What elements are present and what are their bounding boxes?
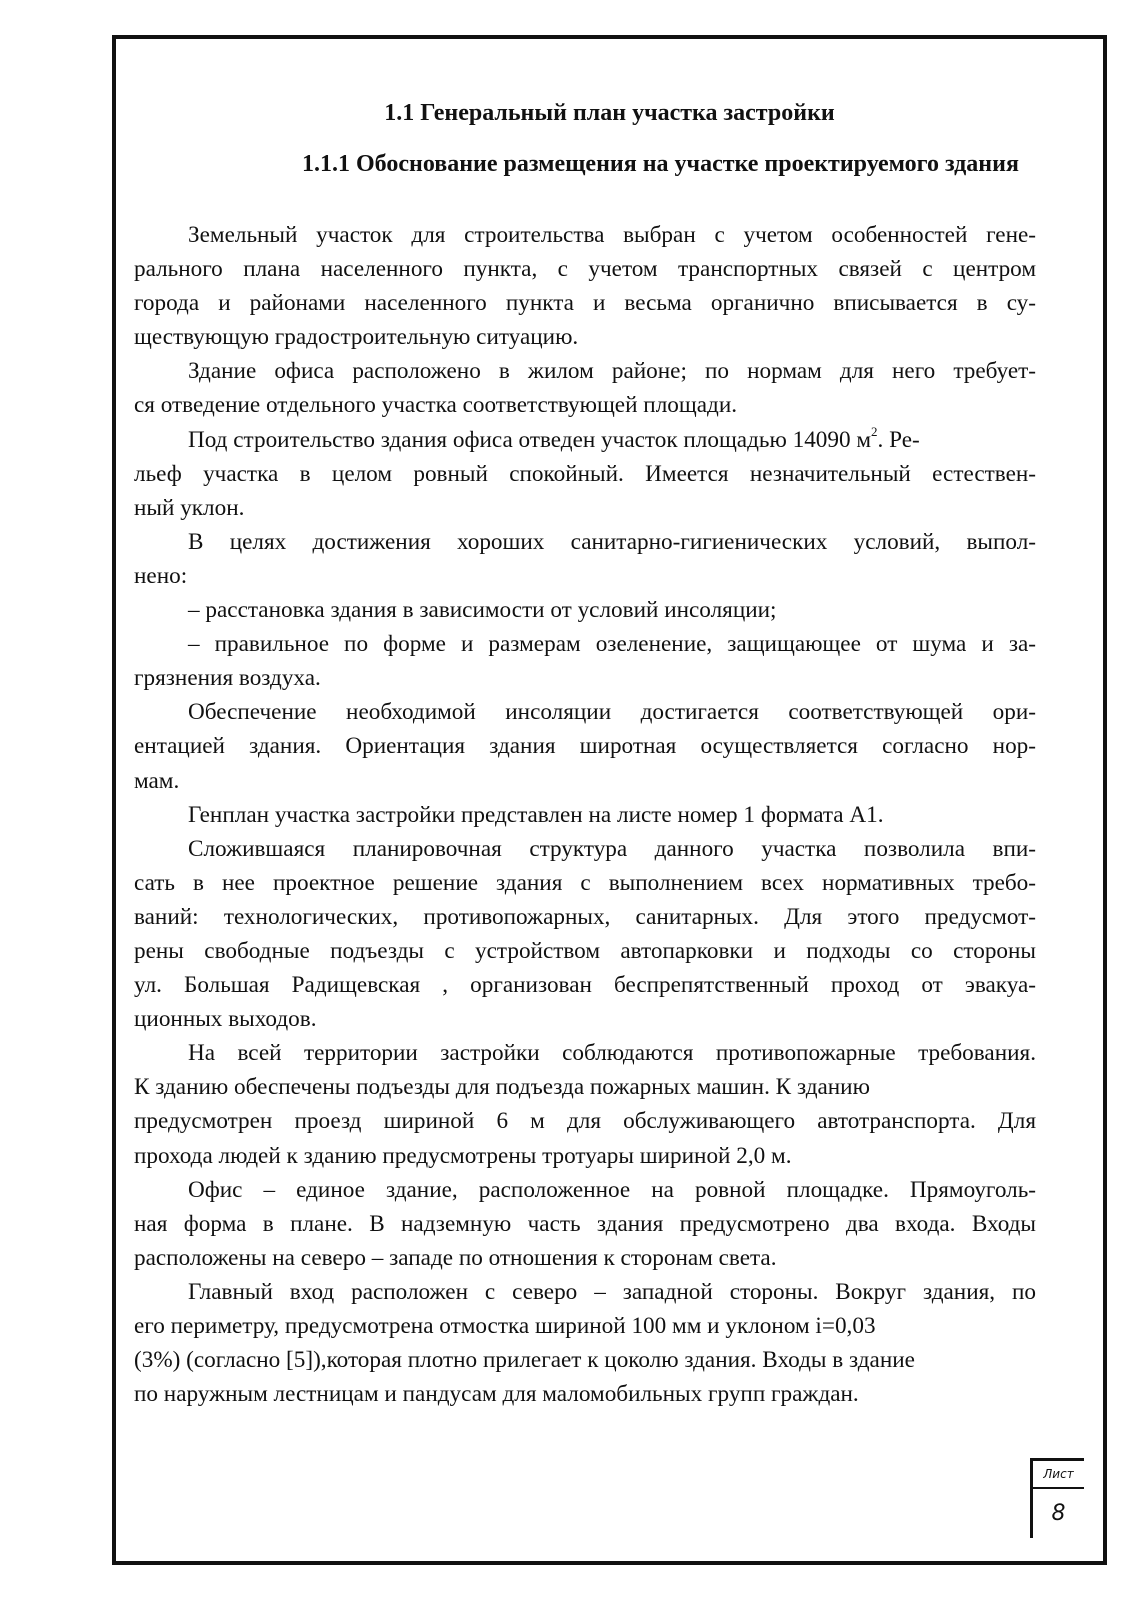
- text-line: [134, 661, 1036, 695]
- text-line: [134, 729, 1036, 763]
- superscript: 2: [871, 423, 878, 439]
- text-line: [134, 525, 1036, 559]
- line-text: Здание офиса расположено в жилом районе; по нормам для него требует-: [188, 358, 1036, 385]
- line-text: ная форма в плане. В надземную часть здания предусмотрено два входа. Входы: [134, 1210, 1036, 1237]
- line-text: сать в нее проектное решение здания с выполнением всех нормативных требо-: [134, 869, 1036, 896]
- line-text: по наружным лестницам и пандусам для маломобильных групп граждан.: [134, 1381, 859, 1408]
- text-line: [134, 1139, 1036, 1173]
- line-text: Генплан участка застройки представлен на листе номер 1 формата А1.: [188, 801, 884, 828]
- line-text: ществующую градостроительную ситуацию.: [134, 324, 579, 351]
- text-line: [134, 320, 1036, 354]
- text-line: [134, 934, 1036, 968]
- line-text: Сложившаяся планировочная структура данного участка позволила впи-: [188, 835, 1036, 862]
- text-line: [134, 218, 1036, 252]
- line-text: ваний: технологических, противопожарных, санитарных. Для этого предусмот-: [134, 903, 1036, 930]
- line-text: грязнения воздуха.: [134, 665, 321, 692]
- line-text: расположены на северо – западе по отношения к сторонам света.: [134, 1244, 777, 1271]
- text-line: [134, 286, 1036, 320]
- line-text: – расстановка здания в зависимости от условий инсоляции;: [188, 597, 777, 624]
- page-heading: 1.1 Генеральный план участка застройки: [384, 100, 835, 126]
- line-text: льеф участка в целом ровный спокойный. Имеется незначительный естествен-: [134, 460, 1036, 487]
- text-line: [134, 1309, 1036, 1343]
- line-text: Офис – единое здание, расположенное на ровной площадке. Прямоуголь-: [188, 1176, 1036, 1203]
- line-text: города и районами населенного пункта и весьма органично вписывается в су-: [134, 290, 1036, 317]
- text-line: [134, 832, 1036, 866]
- line-text: его периметру, предусмотрена отмостка шириной 100 мм и уклоном i=0,03: [134, 1313, 876, 1339]
- line-text: Главный вход расположен с северо – западной стороны. Вокруг здания, по: [188, 1278, 1036, 1305]
- line-text: рены свободные подъезды с устройством автопарковки и подходы со стороны: [134, 937, 1036, 964]
- line-text: Под строительство здания офиса отведен участок площадью 14090 м: [188, 426, 872, 453]
- page-subheading: [112, 151, 1107, 178]
- line-text: В целях достижения хороших санитарно-гигиенических условий, выпол-: [188, 528, 1036, 555]
- line-text: ентацией здания. Ориентация здания широтная осуществляется согласно нор-: [134, 733, 1036, 760]
- text-line: [134, 968, 1036, 1002]
- line-text: (3%) (согласно [5]),которая плотно прилегает к цоколю здания. Входы в здание: [134, 1347, 915, 1374]
- text-line: [134, 388, 1036, 422]
- text-line: [134, 900, 1036, 934]
- text-line: [134, 252, 1036, 286]
- line-text: предусмотрен проезд шириной 6 м для обслуживающего автотранспорта. Для: [134, 1108, 1036, 1135]
- line-text: нено:: [134, 562, 188, 589]
- body-text: [134, 218, 1036, 1411]
- line-text: прохода людей к зданию предусмотрены тротуары шириной 2,0 м.: [134, 1142, 792, 1169]
- text-line: [134, 1207, 1036, 1241]
- sheet-label: Лист: [1033, 1461, 1084, 1489]
- text-line: [134, 1275, 1036, 1309]
- line-text: К зданию обеспечены подъезды для подъезда пожарных машин. К зданию: [134, 1074, 870, 1101]
- line-text: Обеспечение необходимой инсоляции достигается соответствующей ори-: [188, 699, 1036, 726]
- line-text: – правильное по форме и размерам озеленение, защищающее от шума и за-: [188, 631, 1036, 658]
- text-line: [134, 1377, 1036, 1411]
- sheet-number: 8: [1051, 1501, 1066, 1526]
- line-text-after: . Ре-: [877, 426, 920, 453]
- text-line: [134, 866, 1036, 900]
- text-line: [134, 1104, 1036, 1138]
- text-line: [134, 1070, 1036, 1104]
- text-line: [134, 1002, 1036, 1036]
- text-line: [134, 1343, 1036, 1377]
- text-line: [134, 1036, 1036, 1070]
- line-text: ул. Большая Радищевская , организован беспрепятственный проход от эвакуа-: [134, 972, 1036, 999]
- text-line: [134, 423, 1036, 457]
- text-line: [134, 593, 1036, 627]
- line-text: Земельный участок для строительства выбран с учетом особенностей гене-: [188, 222, 1036, 248]
- text-line: [134, 559, 1036, 593]
- line-text: ный уклон.: [134, 494, 245, 521]
- text-line: [134, 627, 1036, 661]
- line-text: ся отведение отдельного участка соответствующей площади.: [134, 392, 738, 419]
- line-text: рального плана населенного пункта, с учетом транспортных связей с центром: [134, 256, 1036, 283]
- text-line: [134, 695, 1036, 729]
- sheet-stamp: [1030, 1458, 1084, 1538]
- text-line: [134, 1241, 1036, 1275]
- text-line: [134, 764, 1036, 798]
- text-line: [134, 491, 1036, 525]
- subheading-text: 1.1.1 Обоснование размещения на участке проектируемого здания: [302, 151, 1019, 177]
- text-line: [134, 798, 1036, 832]
- line-text: мам.: [134, 767, 180, 794]
- text-line: [134, 457, 1036, 491]
- text-line: [134, 354, 1036, 388]
- line-text: ционных выходов.: [134, 1006, 317, 1033]
- line-text: На всей территории застройки соблюдаются противопожарные требования.: [188, 1040, 1036, 1067]
- text-line: [134, 1173, 1036, 1207]
